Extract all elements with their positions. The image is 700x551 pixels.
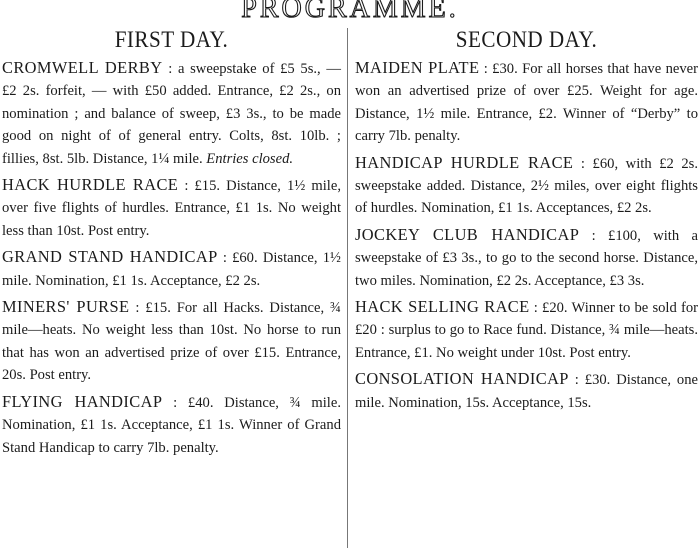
race-handicap-hurdle-race (355, 152, 698, 220)
race-maiden-plate (355, 57, 698, 148)
race-conditions: : £15. For all Hacks. Distance, ¾ mile—heats. No weight less than 10st. No horse to run that has won an advertised prize of over £15. Entrance, 20s. Post entry. (2, 300, 341, 384)
race-miners-purse (2, 296, 341, 387)
race-name: FLYING HANDICAP (2, 391, 163, 411)
race-name: CONSOLATION HANDICAP (355, 369, 569, 389)
race-conditions: : £15. Distance, 1½ mile, over five flights of hurdles. Entrance, £1 1s. No weight less than 10st. Post entry. (2, 178, 341, 239)
column-divider (347, 28, 348, 548)
race-flying-handicap (2, 391, 341, 459)
race-name: MAIDEN PLATE (355, 58, 480, 77)
race-jockey-club-handicap (355, 224, 698, 292)
race-name: MINERS' PURSE (2, 297, 130, 317)
race-conditions: : £100, with a sweepstake of £3 3s., to go to the second horse. Distance, two miles. Nomination, £2 2s. Acceptance, £3 3s. (355, 227, 698, 289)
first-day-heading: FIRST DAY. (114, 27, 229, 52)
second-day-heading: SECOND DAY. (455, 27, 598, 52)
race-name: GRAND STAND HANDICAP (2, 247, 218, 267)
race-grand-stand-handicap (2, 246, 341, 292)
race-name: JOCKEY CLUB HANDICAP (355, 224, 580, 244)
race-name: HACK HURDLE RACE (2, 175, 179, 195)
race-conditions: : £60. Distance, 1½ mile. Nomination, £1 1s. Acceptance, £2 2s. (2, 250, 341, 289)
race-note: Entries closed. (206, 150, 294, 167)
page-title: PROGRAMME. (241, 0, 459, 24)
race-name: HANDICAP HURDLE RACE (355, 152, 574, 172)
race-hack-selling-race (355, 296, 698, 364)
race-conditions: : £60, with £2 2s. sweepstake added. Distance, 2½ miles, over eight flights of hurdles. Nomination, £1 1s. Acceptances, £2 2s. (355, 155, 698, 217)
race-name: CROMWELL DERBY (2, 58, 163, 77)
race-conditions: : £30. Distance, one mile. Nomination, 15s. Acceptance, 15s. (355, 372, 698, 411)
race-conditions: : £30. For all horses that have never won an advertised prize of over £25. Weight for age. Distance, 1½ mile. Entrance, £2. Winner of “Derby” to carry 7lb. penalty. (355, 61, 699, 145)
race-conditions: : £20. Winner to be sold for £20 : surplus to go to Race fund. Distance, ¾ mile—heats. Entrance, £1. No weight under 10st. Post entry. (355, 300, 699, 361)
race-cromwell-derby (2, 57, 341, 170)
race-consolation-handicap (355, 368, 698, 414)
first-day-column (2, 26, 341, 463)
race-name: HACK SELLING RACE (355, 297, 530, 317)
race-conditions: : a sweepstake of £5 5s., — £2 2s. forfeit, — with £50 added. Entrance, £2 2s., on nomination ; and balance of sweep, £3 3s., to be made good on night of of general entry. Colts, 8st. 10lb. ; fillies, 8st. 5lb. Distance, 1¼ mile. (2, 61, 341, 167)
race-conditions: : £40. Distance, ¾ mile. Nomination, £1 1s. Acceptance, £1 1s. Winner of Grand Stand Handicap to carry 7lb. penalty. (2, 394, 341, 456)
race-hack-hurdle-race (2, 174, 341, 242)
second-day-column (355, 26, 698, 418)
